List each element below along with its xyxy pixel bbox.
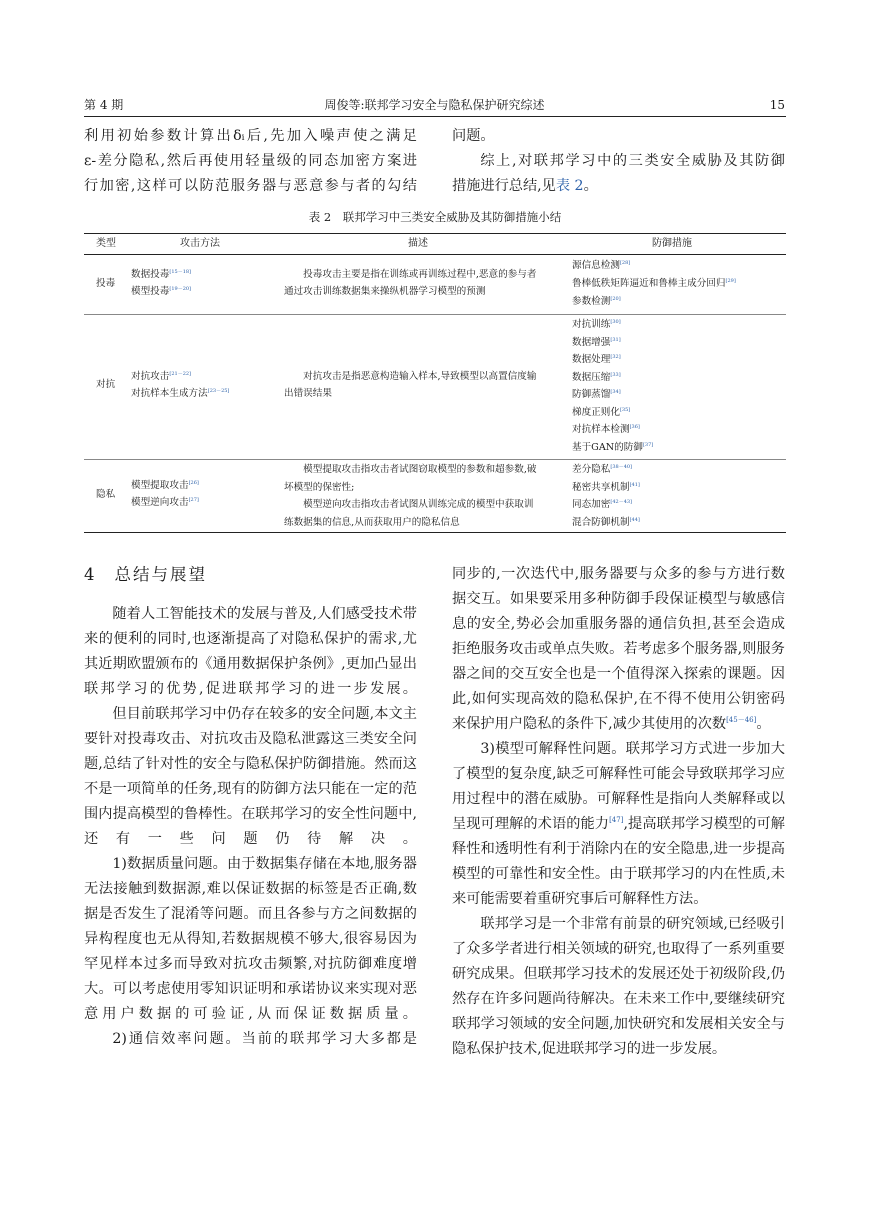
paragraph: 随着人工智能技术的发展与普及,人们感受技术带来的便利的同时,也逐渐提高了对隐私保护的需求,尤其近期欧盟颁布的《通用数据保护条例》,更加凸显出联邦学习的优势,促进联邦学习的进一步发展。 (84, 606, 417, 697)
table-header-rule (84, 254, 786, 255)
section-heading (84, 563, 207, 587)
header-description: 描述 (408, 238, 428, 249)
defense-item: 对抗训练[30] (572, 319, 621, 330)
row-type: 对抗 (96, 379, 116, 390)
description-line: 出错误结果 (284, 388, 332, 399)
description-line: 模型逆向攻击指攻击者试图从训练完成的模型中获取训 (284, 499, 534, 510)
method-item: 模型投毒[19－20] (131, 286, 192, 297)
header-method: 攻击方法 (180, 238, 220, 249)
defense-item: 混合防御机制[44] (572, 516, 640, 528)
paragraph: 1)数据质量问题。由于数据集存储在本地,服务器无法接触到数据源,难以保证数据的标签是否正确,数据是否发生了混淆等问题。而且各参与方之间数据的异构程度也无从得知,若数据规模不够大,很容易因为罕见样本过多而导致对抗攻击频繁,对抗防御难度增大。可以考虑使用零知识证明和承诺协议来实现对恶意用户数据的可验证,从而保证数据质量。 (84, 856, 417, 1022)
table-top-rule (84, 233, 786, 234)
method-item: 对抗攻击[21－22] (131, 371, 192, 382)
text-line: 行加密,这样可以防范服务器与恶意参与者的勾结 (84, 178, 417, 194)
defense-item: 差分隐私[38－40] (572, 464, 633, 475)
defense-item: 同态加密[42－43] (572, 499, 633, 510)
table-row-rule (84, 314, 786, 315)
defense-item: 数据处理[32] (572, 354, 621, 365)
header-type: 类型 (96, 238, 116, 249)
page-number: 15 (769, 98, 785, 112)
paragraph: 但目前联邦学习中仍存在较多的安全问题,本文主要针对投毒攻击、对抗攻击及隐私泄露这三类安全问题,总结了针对性的安全与隐私保护防御措施。然而这不是一项简单的任务,现有的防御方法只能在一定的范围内提高模型的鲁棒性。在联邦学习的安全性问题中,还有一些问题仍待解决。 (84, 706, 417, 847)
method-item: 对抗样本生成方法[23－25] (131, 388, 230, 399)
table-caption: 表 2 联邦学习中三类安全威胁及其防御措施小结 (308, 210, 562, 224)
journal-issue: 第 4 期 (84, 98, 124, 112)
row-type: 投毒 (96, 278, 116, 289)
defense-item: 对抗样本检测[36] (572, 424, 640, 435)
text-line: ε-差分隐私,然后再使用轻量级的同态加密方案进 (84, 153, 417, 169)
defense-item: 数据压缩[33] (572, 371, 621, 383)
method-item: 数据投毒[15－18] (131, 269, 192, 280)
running-title: 周俊等:联邦学习安全与隐私保护研究综述 (324, 98, 545, 112)
section-number: 4 (84, 565, 97, 584)
description-line: 通过攻击训练数据集来操纵机器学习模型的预测 (284, 286, 486, 297)
summary-table (84, 233, 786, 533)
defense-item: 参数检测[20] (572, 296, 621, 307)
defense-item: 秘密共享机制[41] (572, 481, 640, 493)
text-line: 措施进行总结,见表 2。 (452, 178, 598, 194)
table-bottom-rule (84, 532, 786, 533)
defense-item: 基于GAN的防御[37] (572, 441, 654, 453)
paragraph: 2)通信效率问题。当前的联邦学习大多都是 (112, 1031, 417, 1047)
text-line: 综上,对联邦学习中的三类安全威胁及其防御 (480, 153, 785, 169)
table-row-rule (84, 459, 786, 460)
right-column (452, 562, 785, 1062)
defense-item: 鲁棒低秩矩阵逼近和鲁棒主成分回归[29] (572, 278, 736, 289)
description-line: 对抗攻击是指恶意构造输入样本,导致模型以高置信度输 (284, 371, 537, 382)
description-line: 模型提取攻击指攻击者试图窃取模型的参数和超参数,破 (284, 464, 537, 475)
paragraph: 3)模型可解释性问题。联邦学习方式进一步加大了模型的复杂度,缺乏可解释性可能会导致联邦学习应用过程中的潜在威胁。可解释性是指向人类解释或以呈现可理解的术语的能力[47],提高联邦学习模型的可解释性和透明性有利于消除内在的安全隐患,进一步提高模型的可靠性和安全性。由于联邦学习的内在性质,未来可能需要着重研究事后可解释性方法。 (452, 741, 785, 907)
method-item: 模型逆向攻击[27] (131, 497, 199, 508)
description-line: 坏模型的保密性; (284, 481, 355, 493)
section-title: 总结与展望 (114, 565, 207, 584)
method-item: 模型提取攻击[26] (131, 480, 199, 491)
citation[interactable]: [47] (609, 816, 624, 824)
description-line: 投毒攻击主要是指在训练或再训练过程中,恶意的参与者 (284, 269, 537, 280)
text-line: 问题。 (452, 128, 495, 144)
text-line: 利用初始参数计算出δᵢ后,先加入噪声使之满足 (84, 128, 417, 144)
paragraph: 联邦学习是一个非常有前景的研究领域,已经吸引了众多学者进行相关领域的研究,也取得了一系列重要研究成果。但联邦学习技术的发展还处于初级阶段,仍然存在许多问题尚待解决。在未来工作中,要继续研究联邦学习领域的安全问题,加快研究和发展相关安全与隐私保护技术,促进联邦学习的进一步发展。 (452, 916, 785, 1057)
description-line: 练数据集的信息,从而获取用户的隐私信息 (284, 516, 460, 528)
row-type: 隐私 (96, 489, 116, 500)
defense-item: 防御蒸馏[34] (572, 389, 621, 400)
table-2-link[interactable]: 表 2 (555, 178, 584, 194)
defense-item: 梯度正则化[35] (572, 406, 631, 418)
header-defense: 防御措施 (652, 238, 692, 249)
left-column (84, 602, 417, 1052)
top-right-paragraph (452, 124, 785, 199)
header-rule (84, 116, 786, 117)
paragraph: 同步的,一次迭代中,服务器要与众多的参与方进行数据交互。如果要采用多种防御手段保证模型与敏感信息的安全,势必会加重服务器的通信负担,甚至会造成拒绝服务攻击或单点失败。若考虑多个服务器,则服务器之间的交互安全也是一个值得深入探索的课题。因此,如何实现高效的隐私保护,在不得不使用公钥密码来保护用户隐私的条件下,减少其使用的次数[45－46]。 (452, 566, 785, 732)
citation[interactable]: [45－46] (726, 716, 757, 724)
defense-item: 源信息检测[28] (572, 260, 631, 271)
defense-item: 数据增强[31] (572, 336, 621, 348)
top-left-paragraph (84, 124, 417, 199)
